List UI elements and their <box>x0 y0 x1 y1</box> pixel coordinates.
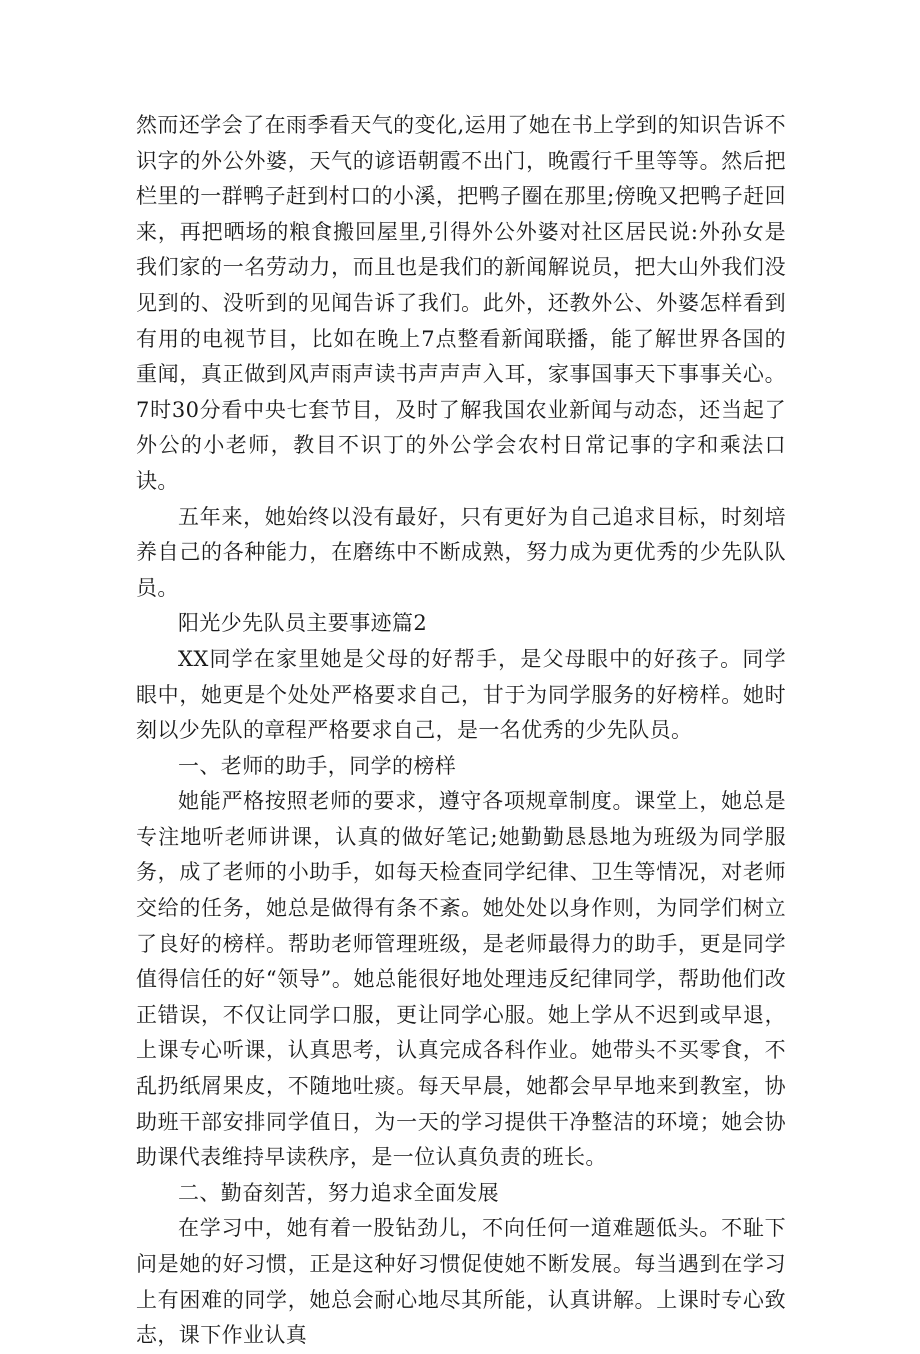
document-body <box>136 108 786 1354</box>
paragraph-continuation: 然而还学会了在雨季看天气的变化,运用了她在书上学到的知识告诉不识字的外公外婆，天气的谚语朝霞不出门，晚霞行千里等等。然后把栏里的一群鸭子赶到村口的小溪，把鸭子圈在那里;傍晚又把鸭子赶回来，再把晒场的粮食搬回屋里,引得外公外婆对社区居民说:外孙女是我们家的一名劳动力，而且也是我们的新闻解说员，把大山外我们没见到的、没听到的见闻告诉了我们。此外，还教外公、外婆怎样看到有用的电视节目，比如在晚上7点整看新闻联播，能了解世界各国的重闻，真正做到风声雨声读书声声声入耳，家事国事天下事事关心。7时30分看中央七套节目，及时了解我国农业新闻与动态，还当起了外公的小老师，教目不识丁的外公学会农村日常记事的字和乘法口诀。 <box>136 113 786 493</box>
paragraph-helper: 她能严格按照老师的要求，遵守各项规章制度。课堂上，她总是专注地听老师讲课，认真的做好笔记;她勤勤恳恳地为班级为同学服务，成了老师的小助手，如每天检查同学纪律、卫生等情况，对老师交给的任务，她总是做得有条不紊。她处处以身作则，为同学们树立了良好的榜样。帮助老师管理班级，是老师最得力的助手，更是同学值得信任的好“领导”。她总能很好地处理违反纪律同学，帮助他们改正错误，不仅让同学口服，更让同学心服。她上学从不迟到或早退，上课专心听课，认真思考，认真完成各科作业。她带头不买零食，不乱扔纸屑果皮，不随地吐痰。每天早晨，她都会早早地来到教室，协助班干部安排同学值日，为一天的学习提供干净整洁的环境；她会协助课代表维持早读秩序，是一位认真负责的班长。 <box>136 789 786 1170</box>
paragraph-five-years: 五年来，她始终以没有最好，只有更好为自己追求目标，时刻培养自己的各种能力，在磨练中不断成熟，努力成为更优秀的少先队队员。 <box>136 504 786 600</box>
subheading-two: 二、勤奋刻苦，努力追求全面发展 <box>178 1180 499 1205</box>
section-title: 阳光少先队员主要事迹篇2 <box>178 611 428 636</box>
paragraph-study: 在学习中，她有着一股钻劲儿，不向任何一道难题低头。不耻下问是她的好习惯，正是这种好习惯促使她不断发展。每当遇到在学习上有困难的同学，她总会耐心地尽其所能，认真讲解。上课时专心致志，课下作业认真 <box>136 1216 786 1348</box>
paragraph-intro: XX同学在家里她是父母的好帮手，是父母眼中的好孩子。同学眼中，她更是个处处严格要求自己，甘于为同学服务的好榜样。她时刻以少先队的章程严格要求自己，是一名优秀的少先队员。 <box>136 646 786 743</box>
subheading-one: 一、老师的助手，同学的榜样 <box>178 753 457 778</box>
